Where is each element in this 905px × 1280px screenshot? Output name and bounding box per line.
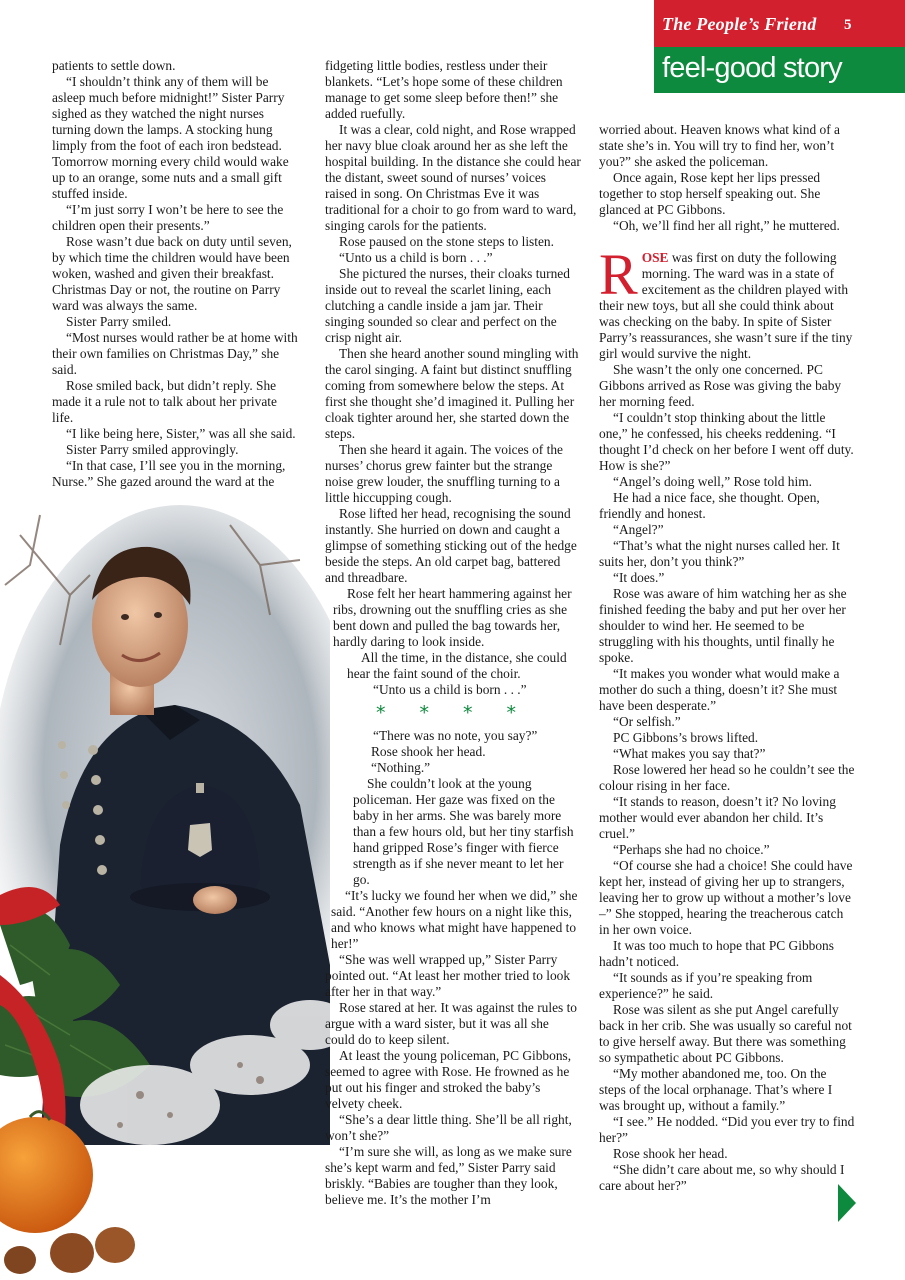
paragraph: She wasn’t the only one concerned. PC Gibbons arrived as Rose was giving the baby her morning feed. — [599, 362, 842, 409]
drop-cap: R — [599, 242, 638, 307]
policeman-christmas-illustration — [0, 505, 330, 1280]
paragraph: “It’s lucky we found her when we did,” she said. “Another few hours on a night like this, and who knows what might have happened to her!” — [331, 888, 578, 951]
paragraph: Rose wasn’t due back on duty until seven, by which time the children would have been woken, washed and given their breakfast. Christmas Day or not, the routine on Parry ward was always the same. — [52, 234, 292, 313]
paragraph: “It stands to reason, doesn’t it? No loving mother would ever abandon her child. It’s cruel.” — [599, 794, 836, 841]
paragraph: worried about. Heaven knows what kind of a state she’s in. You will try to find her, won’t you?” she asked the policeman. — [599, 122, 840, 169]
paragraph: Rose lowered her head so he couldn’t see the colour rising in her face. — [599, 762, 855, 793]
magazine-title: The People’s Friend — [662, 14, 817, 34]
paragraph: Sister Parry smiled. — [66, 314, 172, 329]
section-label: feel-good story — [662, 52, 842, 84]
paragraph: Rose lifted her head, recognising the sound instantly. She hurried on down and caught a glimpse of something sticking out of the hedge beside the steps. An old carpet bag, battered and threadbare. — [325, 506, 577, 585]
paragraph: He had a nice face, she thought. Open, friendly and honest. — [599, 490, 820, 521]
paragraph: “Angel’s doing well,” Rose told him. — [613, 474, 812, 489]
paragraph: “I shouldn’t think any of them will be asleep much before midnight!” Sister Parry sighed as they watched the night nurses turning down the lamps. A stocking hung limply from the foot of each iron bedstead. Tomorrow morning every child would wake up to an orange, some nuts and a small gift stuffed inside. — [52, 74, 289, 201]
paragraph: “Or selfish.” — [613, 714, 681, 729]
paragraph: Rose felt her heart hammering against her ribs, drowning out the snuffling cries as she bent down and pulled the bag towards her, hardly daring to look inside. — [333, 586, 572, 649]
paragraph: At least the young policeman, PC Gibbons, seemed to agree with Rose. He frowned as he put out his finger and stroked the baby’s velvety cheek. — [325, 1048, 572, 1111]
paragraph: It was too much to hope that PC Gibbons hadn’t noticed. — [599, 938, 834, 969]
paragraph: “I’m sure she will, as long as we make sure she’s kept warm and fed,” Sister Parry said briskly. “Babies are tougher than they look, believe me. It’s the mother I’m — [325, 1144, 572, 1207]
paragraph: “Unto us a child is born . . .” — [373, 682, 527, 697]
dropcap-paragraph — [599, 242, 855, 362]
article-column-1 — [52, 58, 300, 490]
paragraph: “Unto us a child is born . . .” — [339, 250, 493, 265]
paragraph: Rose shook her head. — [613, 1146, 728, 1161]
paragraph: Sister Parry smiled approvingly. — [66, 442, 239, 457]
paragraph: Then she heard another sound mingling with the carol singing. A faint but distinct snuffling coming from somewhere below the steps. At first she thought she’d imagined it. Pulling her cloak tighter around her, she started down the steps. — [325, 346, 579, 441]
paragraph: patients to settle down. — [52, 58, 176, 73]
paragraph: “Nothing.” — [371, 760, 431, 775]
paragraph: “She’s a dear little thing. She’ll be all right, won’t she?” — [325, 1112, 572, 1143]
paragraph: All the time, in the distance, she could hear the faint sound of the choir. — [347, 650, 567, 681]
article-column-3 — [599, 122, 855, 1194]
paragraph: “She was well wrapped up,” Sister Parry pointed out. “At least her mother tried to look after her in that way.” — [325, 952, 571, 999]
paragraph: Rose was silent as she put Angel carefully back in her crib. She was usually so careful not to give herself away. But there was something so sympathetic about PC Gibbons. — [599, 1002, 852, 1065]
article-column-2 — [325, 58, 581, 1208]
paragraph: “Of course she had a choice! She could have kept her, instead of giving her up to strangers, leaving her to grow up without a mother’s love –” She stopped, hearing the treacherous catch in her own voice. — [599, 858, 853, 937]
paragraph: “My mother abandoned me, too. On the steps of the local orphanage. That’s where I was brought up, without a family.” — [599, 1066, 833, 1113]
paragraph: She pictured the nurses, their cloaks turned inside out to reveal the scarlet lining, each clutching a candle inside a jam jar. Their singing sounded so clear and perfect on the crisp night air. — [325, 266, 570, 345]
paragraph: Rose smiled back, but didn’t reply. She made it a rule not to talk about her private life. — [52, 378, 277, 425]
paragraph: Then she heard it again. The voices of the nurses’ chorus grew fainter but the strange noise grew louder, the snuffling turning to a little hiccupping cough. — [325, 442, 563, 505]
paragraph: “Perhaps she had no choice.” — [613, 842, 770, 857]
paragraph: Rose shook her head. — [371, 744, 486, 759]
paragraph: “Most nurses would rather be at home with their own families on Christmas Day,” she said. — [52, 330, 298, 377]
paragraph: fidgeting little bodies, restless under their blankets. “Let’s hope some of these children manage to get some sleep before then!” she added ruefully. — [325, 58, 563, 121]
page-number: 5 — [844, 17, 852, 33]
paragraph: “I couldn’t stop thinking about the little one,” he confessed, his cheeks reddening. “I thought I’d check on her before I went off duty. How is she?” — [599, 410, 854, 473]
paragraph: “It makes you wonder what would make a mother do such a thing, doesn’t it? She must have been desperate.” — [599, 666, 840, 713]
paragraph: “There was no note, you say?” — [373, 728, 538, 743]
paragraph: “What makes you say that?” — [613, 746, 766, 761]
paragraph: “I see.” He nodded. “Did you ever try to find her?” — [599, 1114, 855, 1145]
paragraph: She couldn’t look at the young policeman. Her gaze was fixed on the baby in her arms. She was barely more than a few hours old, but her tiny starfish hand gripped Rose’s finger with fierce strength as if she never meant to let her go. — [353, 776, 574, 887]
dropcap-text: was first on duty the following morning. The ward was in a state of excitement as the children played with their new toys, but all she could think about was checking on the baby. In spite of Sister Parry’s reassurances, she wasn’t sure if the tiny girl would survive the night. — [599, 250, 853, 361]
paragraph: “I like being here, Sister,” was all she said. — [66, 426, 296, 441]
section-banner — [654, 47, 905, 93]
paragraph: “Angel?” — [613, 522, 664, 537]
paragraph: Rose paused on the stone steps to listen. — [339, 234, 554, 249]
drop-cap-rest: OSE — [641, 250, 669, 265]
paragraph: Once again, Rose kept her lips pressed together to stop herself speaking out. She glanced at PC Gibbons. — [599, 170, 821, 217]
paragraph: “It does.” — [613, 570, 665, 585]
paragraph: “I’m just sorry I won’t be here to see the children open their presents.” — [52, 202, 284, 233]
magazine-header — [654, 0, 905, 47]
paragraph: PC Gibbons’s brows lifted. — [613, 730, 759, 745]
paragraph: Rose stared at her. It was against the rules to argue with a ward sister, but it was all she could do to keep silent. — [325, 1000, 577, 1047]
paragraph: “Oh, we’ll find her all right,” he muttered. — [613, 218, 840, 233]
scene-break: * * * * — [375, 702, 531, 724]
paragraph: “It sounds as if you’re speaking from experience?” he said. — [599, 970, 813, 1001]
paragraph: “In that case, I’ll see you in the morning, Nurse.” She gazed around the ward at the — [52, 458, 286, 489]
paragraph: “That’s what the night nurses called her. It suits her, don’t you think?” — [599, 538, 840, 569]
paragraph: “She didn’t care about me, so why should I care about her?” — [599, 1162, 845, 1193]
paragraph: It was a clear, cold night, and Rose wrapped her navy blue cloak around her as she left the hospital building. In the distance she could hear the distant, sweet sound of nurses’ voices raised in song. On Christmas Eve it was traditional for a choir to go from ward to ward, singing carols for the patients. — [325, 122, 581, 233]
next-page-arrow-icon[interactable] — [838, 1184, 856, 1222]
paragraph: Rose was aware of him watching her as she finished feeding the baby and put her over her shoulder to wind her. He seemed to be struggling with his thoughts, until finally he spoke. — [599, 586, 847, 665]
